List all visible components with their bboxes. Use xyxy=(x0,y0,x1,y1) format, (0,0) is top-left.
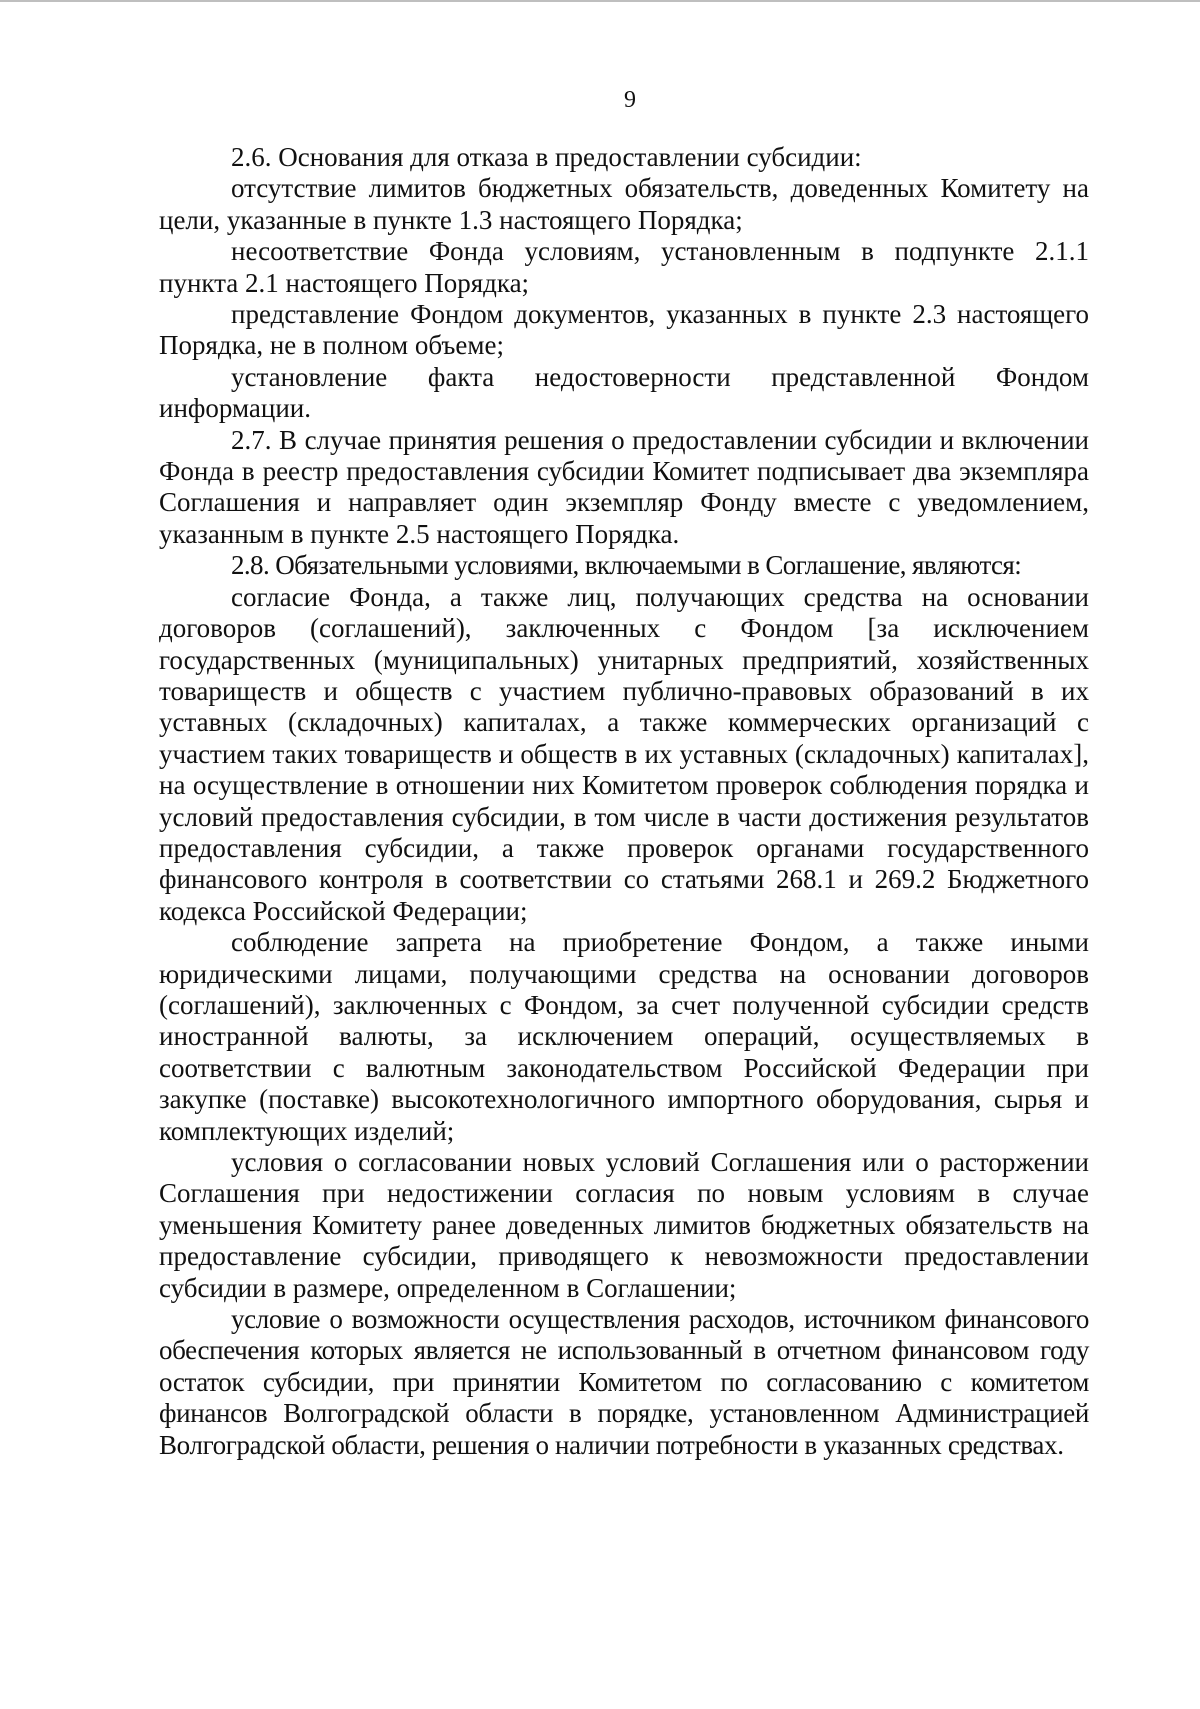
document-body xyxy=(159,142,1089,1461)
page-number: 9 xyxy=(624,87,636,113)
scan-edge-line xyxy=(0,0,1200,2)
paragraph-refusal-incomplete-docs: представление Фондом документов, указанных в пункте 2.3 настоящего Порядка, не в полном объеме; xyxy=(159,299,1089,361)
paragraph-2-8-heading: 2.8. Обязательными условиями, включаемыми в Соглашение, являются: xyxy=(231,550,1022,581)
paragraph-refusal-no-limits: отсутствие лимитов бюджетных обязательств, доведенных Комитету на цели, указанные в пункте 1.3 настоящего Порядка; xyxy=(159,173,1089,235)
paragraph-refusal-nonconformity: несоответствие Фонда условиям, установленным в подпункте 2.1.1 пункта 2.1 настоящего Порядка; xyxy=(159,236,1089,298)
paragraph-2-6-heading: 2.6. Основания для отказа в предоставлении субсидии: xyxy=(231,142,862,172)
paragraph-currency-ban: соблюдение запрета на приобретение Фондом, а также иными юридическими лицами, получающими средства на основании договоров (соглашений), заключенных с Фондом, за счет полученной субсидии средств иностранной валюты, за исключением операций, осуществляемых в соответствии с валютным законодательством Российской Федерации при закупке (поставке) высокотехнологичного импортного оборудования, сырья и комплектующих изделий; xyxy=(159,927,1089,1146)
paragraph-2-7: 2.7. В случае принятия решения о предоставлении субсидии и включении Фонда в реестр предоставления субсидии Комитет подписывает два экземпляра Соглашения и направляет один экземпляр Фонду вместе с уведомлением, указанным в пункте 2.5 настоящего Порядка. xyxy=(159,424,1089,549)
paragraph-consent-inspections: согласие Фонда, а также лиц, получающих средства на основании договоров (соглашений), заключенных с Фондом [за исключением государственных (муниципальных) унитарных предприятий, хозяйственных товариществ и обществ с участием публично-правовых образований в их уставных (складочных) капиталах, а также коммерческих организаций с участием таких товариществ и обществ в их уставных (складочных) капиталах], на осуществление в отношении них Комитетом проверок соблюдения порядка и условий предоставления субсидии, в том числе в части достижения результатов предоставления субсидии, а также проверок органами государственного финансового контроля в соответствии со статьями 268.1 и 269.2 Бюджетного кодекса Российской Федерации; xyxy=(159,581,1089,926)
paragraph-unused-balance: условие о возможности осуществления расходов, источником финансового обеспечения которых является не использованный в отчетном финансовом году остаток субсидии, при принятии Комитетом по согласованию с комитетом финансов Волгоградской области в порядке, установленном Администрацией Волгоградской области, решения о наличии потребности в указанных средствах. xyxy=(159,1304,1089,1460)
paragraph-refusal-false-info: установление факта недостоверности представленной Фондом информации. xyxy=(159,361,1089,424)
paragraph-new-conditions: условия о согласовании новых условий Соглашения или о расторжении Соглашения при недостижении согласия по новым условиям в случае уменьшения Комитету ранее доведенных лимитов бюджетных обязательств на предоставление субсидии, приводящего к невозможности предоставлении субсидии в размере, определенном в Соглашении; xyxy=(159,1147,1089,1303)
